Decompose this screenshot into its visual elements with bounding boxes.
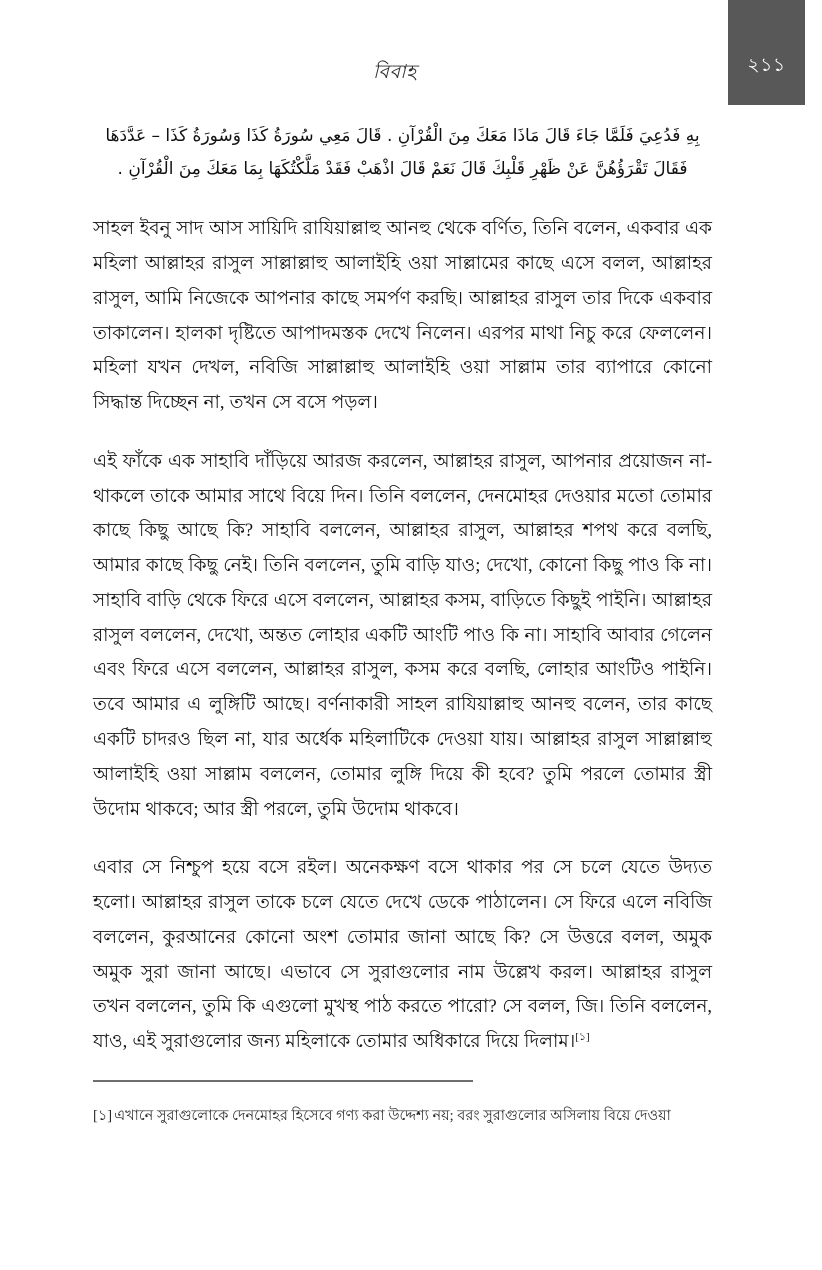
footnote-body-text: এখানে সুরাগুলোকে দেনমোহর হিসেবে গণ্য করা উদ্দেশ্য নয়; বরং সুরাগুলোর অসিলায় বিয়ে দেওয়া (114, 1108, 671, 1124)
chapter-title: বিবাহ (373, 62, 417, 83)
page-content (93, 120, 712, 1060)
body-paragraph-3-text: এবার সে নিশ্চুপ হয়ে বসে রইল। অনেকক্ষণ বসে থাকার পর সে চলে যেতে উদ্যত হলো। আল্লাহর রাসুল তাকে চলে যেতে দেখে ডেকে পাঠালেন। সে ফিরে এলে নবিজি বললেন, কুরআনের কোনো অংশ তোমার জানা আছে কি? সে উত্তরে বলল, অমুক অমুক সুরা জানা আছে। এভাবে সে সুরাগুলোর নাম উল্লেখ করল। আল্লাহর রাসুল তখন বললেন, তুমি কি এগুলো মুখস্থ পাঠ করতে পারো? সে বলল, জি। তিনি বললেন, যাও, এই সুরাগুলোর জন্য মহিলাকে তোমার অধিকারে দিয়ে দিলাম। (93, 858, 712, 1053)
page-header (93, 0, 786, 105)
footnote-reference-marker[interactable]: [১] (575, 1030, 590, 1043)
body-paragraph-2: এই ফাঁকে এক সাহাবি দাঁড়িয়ে আরজ করলেন, আল্লাহর রাসুল, আপনার প্রয়োজন না-থাকলে তাকে আমার সাথে বিয়ে দিন। তিনি বললেন, দেনমোহর দেওয়ার মতো তোমার কাছে কিছু আছে কি? সাহাবি বললেন, আল্লাহর রাসুল, আল্লাহর শপথ করে বলছি, আমার কাছে কিছু নেই। তিনি বললেন, তুমি বাড়ি যাও; দেখো, কোনো কিছু পাও কি না। সাহাবি বাড়ি থেকে ফিরে এসে বললেন, আল্লাহর কসম, বাড়িতে কিছুই পাইনি। আল্লাহর রাসুল বললেন, দেখো, অন্তত লোহার একটি আংটি পাও কি না। সাহাবি আবার গেলেন এবং ফিরে এসে বললেন, আল্লাহর রাসুল, কসম করে বলছি, লোহার আংটিও পাইনি। তবে আমার এ লুঙ্গিটি আছে। বর্ণনাকারী সাহল রাযিয়াল্লাহু আনহু বলেন, তার কাছে একটি চাদরও ছিল না, যার অর্ধেক মহিলাটিকে দেওয়া যায়। আল্লাহর রাসুল সাল্লাল্লাহু আলাইহি ওয়া সাল্লাম বললেন, তোমার লুঙ্গি দিয়ে কী হবে? তুমি পরলে তোমার স্ত্রী উদোম থাকবে; আর স্ত্রী পরলে, তুমি উদোম থাকবে। (93, 451, 712, 820)
footnote-separator-rule (93, 1080, 473, 1082)
footnote-zone (93, 1080, 712, 1129)
page-number-box (728, 0, 805, 105)
body-paragraph-1: সাহল ইবনু সাদ আস সায়িদি রাযিয়াল্লাহু আনহু থেকে বর্ণিত, তিনি বলেন, একবার এক মহিলা আল্লাহর রাসুল সাল্লাল্লাহু আলাইহি ওয়া সাল্লামের কাছে এসে বলল, আল্লাহর রাসুল, আমি নিজেকে আপনার কাছে সমর্পণ করছি। আল্লাহর রাসুল তার দিকে একবার তাকালেন। হালকা দৃষ্টিতে আপাদমস্তক দেখে নিলেন। এরপর মাথা নিচু করে ফেললেন। মহিলা যখন দেখল, নবিজি সাল্লাল্লাহু আলাইহি ওয়া সাল্লাম তার ব্যাপারে কোনো সিদ্ধান্ত দিচ্ছেন না, তখন সে বসে পড়ল। (93, 219, 712, 414)
arabic-line-1: بِهِ فَدُعِيَ فَلَمَّا جَاءَ قَالَ مَاذَا مَعَكَ مِنَ الْقُرْآنِ . قَالَ مَعِي سُورَةُ كَذَا وَسُورَةُ كَذَا – عَدَّدَهَا (105, 126, 700, 146)
arabic-quotation (93, 120, 712, 186)
page-number: ২১১ (747, 55, 786, 76)
arabic-line-2: فَقَالَ تَقْرَؤُهُنَّ عَنْ ظَهْرِ قَلْبِكَ قَالَ نَعَمْ قَالَ اذْهَبْ فَقَدْ مَلَّكْتُكَهَا بِمَا مَعَكَ مِنَ الْقُرْآنِ . (117, 159, 688, 180)
footnote-number: [১] (93, 1108, 113, 1124)
footnote-entry (93, 1104, 712, 1129)
body-paragraph-3 (93, 851, 712, 1060)
